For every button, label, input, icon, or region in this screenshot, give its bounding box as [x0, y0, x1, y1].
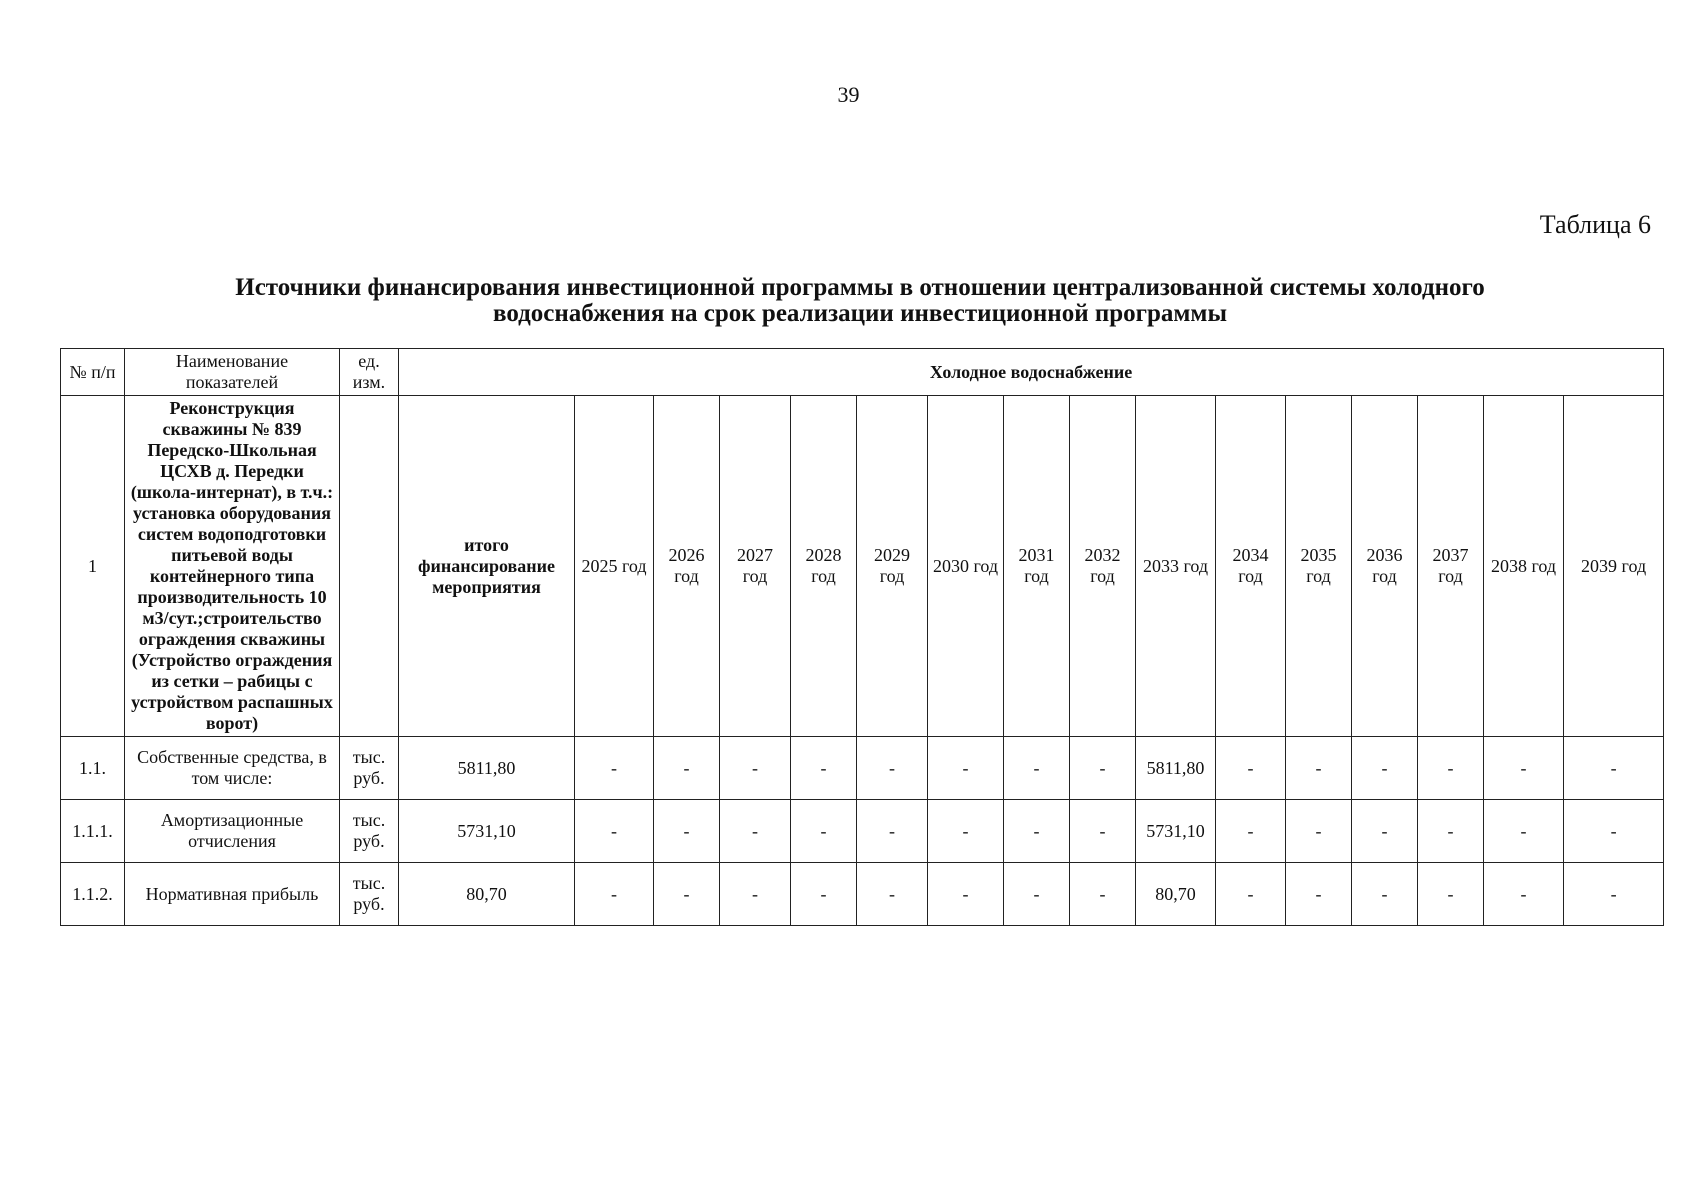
row-value: -: [928, 737, 1004, 800]
header-name: Наименование показателей: [125, 349, 340, 396]
row-value: -: [1352, 737, 1418, 800]
row-value: -: [575, 800, 654, 863]
header-num: № п/п: [61, 349, 125, 396]
year-header: 2039 год: [1564, 396, 1664, 737]
row-value: -: [1004, 800, 1070, 863]
financing-table: [60, 348, 1664, 926]
year-header: 2030 год: [928, 396, 1004, 737]
row-value: -: [1070, 863, 1136, 926]
row-value: -: [1286, 737, 1352, 800]
header-row: [61, 349, 1664, 396]
document-title: [60, 275, 1660, 327]
row-unit: тыс. руб.: [340, 737, 399, 800]
year-header: 2026 год: [654, 396, 720, 737]
row-value: -: [1564, 737, 1664, 800]
year-header: 2027 год: [720, 396, 791, 737]
row-total: 5811,80: [399, 737, 575, 800]
row-value: -: [654, 863, 720, 926]
year-header: 2036 год: [1352, 396, 1418, 737]
row-value: 5811,80: [1136, 737, 1216, 800]
year-header: 2034 год: [1216, 396, 1286, 737]
row-value: -: [791, 737, 857, 800]
year-header: 2031 год: [1004, 396, 1070, 737]
year-header: 2032 год: [1070, 396, 1136, 737]
year-header: 2028 год: [791, 396, 857, 737]
row-num: 1.1.: [61, 737, 125, 800]
project-name: Реконструкция скважины № 839 Передско-Школьная ЦСХВ д. Передки (школа-интернат), в т.ч.: установка оборудования систем водоподготовки питьевой воды контейнерного типа производительность 10 м3/сут.;строительство ограждения скважины (Устройство ограждения из сетки – рабицы с устройством распашных ворот): [125, 396, 340, 737]
title-line-2: водоснабжения на срок реализации инвестиционной программы: [493, 300, 1227, 327]
page-number: 39: [837, 82, 860, 107]
row-value: -: [720, 863, 791, 926]
row-value: -: [1418, 863, 1484, 926]
row-value: -: [1564, 863, 1664, 926]
row-value: -: [1286, 800, 1352, 863]
row-name: Собственные средства, в том числе:: [125, 737, 340, 800]
row-value: -: [575, 737, 654, 800]
row-value: -: [720, 737, 791, 800]
project-row: [61, 396, 1664, 737]
table-row: [61, 737, 1664, 800]
row-value: -: [1070, 737, 1136, 800]
row-value: -: [575, 863, 654, 926]
row-value: -: [1564, 800, 1664, 863]
row-value: -: [1484, 737, 1564, 800]
row-value: -: [857, 800, 928, 863]
row-num: 1.1.1.: [61, 800, 125, 863]
row-value: -: [1352, 800, 1418, 863]
header-group: Холодное водоснабжение: [399, 349, 1664, 396]
row-value: -: [1484, 863, 1564, 926]
row-unit: тыс. руб.: [340, 863, 399, 926]
row-value: -: [1004, 863, 1070, 926]
row-value: -: [857, 737, 928, 800]
year-header: 2037 год: [1418, 396, 1484, 737]
year-header: 2038 год: [1484, 396, 1564, 737]
row-value: -: [1004, 737, 1070, 800]
row-value: -: [1216, 863, 1286, 926]
row-name: Нормативная прибыль: [125, 863, 340, 926]
title-line-1: Источники финансирования инвестиционной программы в отношении централизованной системы холодного: [235, 274, 1485, 301]
row-value: -: [1286, 863, 1352, 926]
row-value: -: [1216, 800, 1286, 863]
project-num: 1: [61, 396, 125, 737]
year-header: 2025 год: [575, 396, 654, 737]
row-value: -: [791, 863, 857, 926]
table-row: [61, 863, 1664, 926]
row-value: -: [857, 863, 928, 926]
row-value: -: [1070, 800, 1136, 863]
row-num: 1.1.2.: [61, 863, 125, 926]
table-row: [61, 800, 1664, 863]
row-unit: тыс. руб.: [340, 800, 399, 863]
row-value: -: [1418, 737, 1484, 800]
table-label: Таблица 6: [1539, 210, 1651, 239]
row-value: -: [720, 800, 791, 863]
row-total: 5731,10: [399, 800, 575, 863]
row-value: -: [654, 737, 720, 800]
year-header: 2033 год: [1136, 396, 1216, 737]
row-value: 5731,10: [1136, 800, 1216, 863]
row-value: -: [1484, 800, 1564, 863]
total-header: итого финансирование мероприятия: [399, 396, 575, 737]
row-value: -: [1418, 800, 1484, 863]
row-value: -: [791, 800, 857, 863]
project-unit: [340, 396, 399, 737]
year-header: 2035 год: [1286, 396, 1352, 737]
row-value: 80,70: [1136, 863, 1216, 926]
row-total: 80,70: [399, 863, 575, 926]
row-value: -: [1352, 863, 1418, 926]
row-value: -: [654, 800, 720, 863]
year-header: 2029 год: [857, 396, 928, 737]
row-value: -: [928, 800, 1004, 863]
header-unit: ед. изм.: [340, 349, 399, 396]
row-value: -: [928, 863, 1004, 926]
row-value: -: [1216, 737, 1286, 800]
row-name: Амортизационные отчисления: [125, 800, 340, 863]
